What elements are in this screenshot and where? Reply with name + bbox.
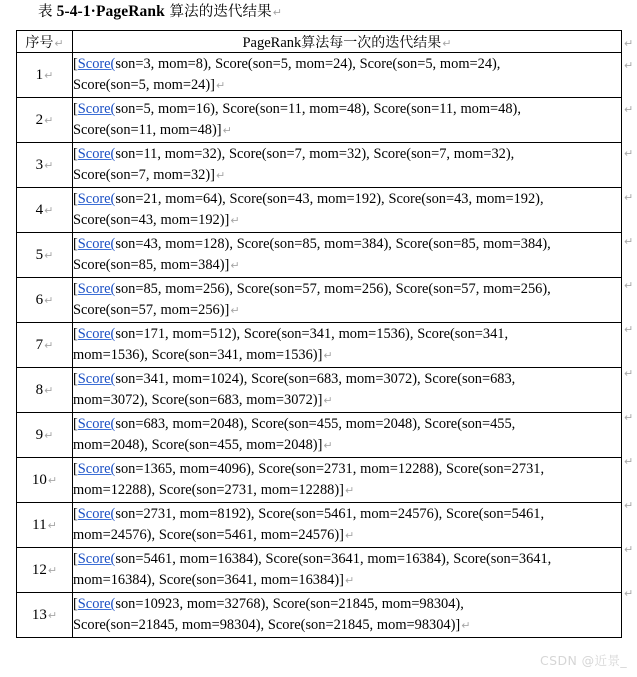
pilcrow-icon: ↵ bbox=[323, 439, 333, 452]
row-index-cell bbox=[17, 278, 73, 323]
bracket-open: [ bbox=[73, 191, 78, 207]
iteration-result-line-1 bbox=[73, 144, 621, 165]
pilcrow-icon: ↵ bbox=[47, 473, 58, 487]
iteration-result-line-2-text: mom=2048), Score(son=455, mom=2048)] bbox=[73, 437, 323, 453]
iteration-result-line-1 bbox=[73, 99, 621, 120]
table-row bbox=[17, 233, 622, 278]
table-header-row bbox=[17, 31, 622, 53]
iteration-result-line-2 bbox=[73, 75, 621, 96]
pilcrow-icon: ↵ bbox=[44, 428, 54, 442]
table-row bbox=[17, 98, 622, 143]
row-index-value: 3 bbox=[35, 156, 44, 173]
iteration-result-line-2 bbox=[73, 165, 621, 186]
row-index-value: 10 bbox=[31, 471, 47, 488]
iteration-result-line-2-text: Score(son=11, mom=48)] bbox=[73, 122, 222, 138]
iteration-result-line-2 bbox=[73, 525, 621, 546]
row-index-cell bbox=[17, 458, 73, 503]
table-row bbox=[17, 188, 622, 233]
pilcrow-icon: ↵ bbox=[323, 349, 333, 362]
iteration-result-line-1-text: son=21, mom=64), Score(son=43, mom=192), Score(son=43, mom=192), bbox=[115, 191, 544, 207]
iteration-result-line-2 bbox=[73, 120, 621, 141]
score-link[interactable]: Score( bbox=[77, 236, 116, 252]
iteration-result-cell bbox=[73, 548, 622, 593]
bracket-open: [ bbox=[73, 146, 78, 162]
row-index-value: 2 bbox=[35, 111, 44, 128]
row-index-value: 8 bbox=[35, 381, 44, 398]
iteration-result-line-2 bbox=[73, 345, 621, 366]
row-index-cell bbox=[17, 413, 73, 458]
row-index-cell bbox=[17, 98, 73, 143]
iteration-result-line-2-text: Score(son=21845, mom=98304), Score(son=21845, mom=98304)] bbox=[73, 617, 461, 633]
iteration-result-cell bbox=[73, 143, 622, 188]
iteration-result-line-2-text: Score(son=5, mom=24)] bbox=[73, 77, 215, 93]
pilcrow-icon: ↵ bbox=[44, 203, 54, 217]
column-header-iterations bbox=[73, 31, 622, 53]
table-row bbox=[17, 593, 622, 638]
bracket-open: [ bbox=[73, 416, 78, 432]
pagerank-results-table-wrapper bbox=[16, 30, 621, 638]
iteration-result-cell bbox=[73, 323, 622, 368]
table-row bbox=[17, 458, 622, 503]
table-row bbox=[17, 548, 622, 593]
iteration-result-line-2 bbox=[73, 210, 621, 231]
pilcrow-icon: ↵ bbox=[230, 259, 240, 272]
caption-prefix: 表 bbox=[38, 4, 53, 20]
iteration-result-line-2-text: mom=3072), Score(son=683, mom=3072)] bbox=[73, 392, 323, 408]
iteration-result-cell bbox=[73, 593, 622, 638]
iteration-result-cell bbox=[73, 503, 622, 548]
iteration-result-line-2 bbox=[73, 615, 621, 636]
score-link[interactable]: Score( bbox=[77, 326, 116, 342]
row-index-value: 6 bbox=[35, 291, 44, 308]
row-index-value: 12 bbox=[31, 561, 47, 578]
iteration-result-line-2-text: Score(son=57, mom=256)] bbox=[73, 302, 230, 318]
iteration-result-cell bbox=[73, 233, 622, 278]
row-index-value: 4 bbox=[35, 201, 44, 218]
iteration-result-line-1-text: son=1365, mom=4096), Score(son=2731, mom=12288), Score(son=2731, bbox=[115, 461, 545, 477]
bracket-open: [ bbox=[73, 551, 78, 567]
pilcrow-icon: ↵ bbox=[344, 529, 355, 542]
pilcrow-icon: ↵ bbox=[44, 383, 54, 397]
pilcrow-icon: ↵ bbox=[272, 6, 283, 19]
csdn-watermark: CSDN @近景_ bbox=[540, 653, 627, 668]
bracket-open: [ bbox=[73, 461, 78, 477]
iteration-result-line-1-text: son=2731, mom=8192), Score(son=5461, mom=24576), Score(son=5461, bbox=[115, 506, 545, 522]
bracket-open: [ bbox=[73, 281, 78, 297]
iteration-result-line-2 bbox=[73, 255, 621, 276]
iteration-result-line-2 bbox=[73, 435, 621, 456]
pagerank-results-table bbox=[16, 30, 622, 638]
iteration-result-cell bbox=[73, 188, 622, 233]
column-header-iterations-suffix: 算法每一次的迭代结果 bbox=[301, 34, 442, 51]
iteration-result-line-1-text: son=683, mom=2048), Score(son=455, mom=2048), Score(son=455, bbox=[115, 416, 516, 432]
iteration-result-line-2-text: Score(son=85, mom=384)] bbox=[73, 257, 230, 273]
pilcrow-icon: ↵ bbox=[461, 619, 471, 632]
caption-separator: · bbox=[90, 3, 96, 20]
score-link[interactable]: Score( bbox=[77, 596, 116, 612]
iteration-result-cell bbox=[73, 98, 622, 143]
pilcrow-icon: ↵ bbox=[44, 293, 54, 307]
iteration-result-line-2-text: mom=24576), Score(son=5461, mom=24576)] bbox=[73, 527, 344, 543]
row-index-cell bbox=[17, 143, 73, 188]
pilcrow-icon: ↵ bbox=[44, 158, 54, 172]
score-link[interactable]: Score( bbox=[77, 146, 116, 162]
score-link[interactable]: Score( bbox=[77, 101, 116, 117]
bracket-open: [ bbox=[73, 56, 78, 72]
pilcrow-icon: ↵ bbox=[47, 518, 57, 532]
score-link[interactable]: Score( bbox=[77, 461, 116, 477]
pilcrow-icon: ↵ bbox=[47, 563, 58, 577]
iteration-result-line-1 bbox=[73, 414, 621, 435]
iteration-result-line-1 bbox=[73, 369, 621, 390]
pilcrow-icon: ↵ bbox=[44, 338, 54, 352]
table-row bbox=[17, 278, 622, 323]
table-row bbox=[17, 143, 622, 188]
iteration-result-line-2-text: Score(son=7, mom=32)] bbox=[73, 167, 215, 183]
iteration-result-line-1-text: son=11, mom=32), Score(son=7, mom=32), Score(son=7, mom=32), bbox=[115, 146, 515, 162]
iteration-result-line-1 bbox=[73, 594, 621, 615]
iteration-result-line-1-text: son=171, mom=512), Score(son=341, mom=1536), Score(son=341, bbox=[115, 326, 509, 342]
table-row bbox=[17, 53, 622, 98]
table-row bbox=[17, 368, 622, 413]
iteration-result-line-2 bbox=[73, 390, 621, 411]
iteration-result-line-2 bbox=[73, 480, 621, 501]
iteration-result-line-1 bbox=[73, 324, 621, 345]
iteration-result-line-1-text: son=3, mom=8), Score(son=5, mom=24), Score(son=5, mom=24), bbox=[115, 56, 501, 72]
row-index-cell bbox=[17, 323, 73, 368]
table-row bbox=[17, 413, 622, 458]
table-row bbox=[17, 503, 622, 548]
iteration-result-line-1 bbox=[73, 234, 621, 255]
row-index-cell bbox=[17, 188, 73, 233]
iteration-result-line-2-text: Score(son=43, mom=192)] bbox=[73, 212, 230, 228]
iteration-result-line-2-text: mom=1536), Score(son=341, mom=1536)] bbox=[73, 347, 323, 363]
iteration-result-line-1 bbox=[73, 279, 621, 300]
iteration-result-line-2 bbox=[73, 300, 621, 321]
table-caption bbox=[38, 1, 282, 24]
iteration-result-line-1 bbox=[73, 549, 621, 570]
pilcrow-icon: ↵ bbox=[344, 484, 355, 497]
pilcrow-icon: ↵ bbox=[44, 113, 54, 127]
pilcrow-icon: ↵ bbox=[215, 169, 226, 182]
iteration-result-line-1 bbox=[73, 459, 621, 480]
bracket-open: [ bbox=[73, 326, 78, 342]
row-index-cell bbox=[17, 503, 73, 548]
row-index-cell bbox=[17, 233, 73, 278]
row-index-value: 11 bbox=[32, 516, 47, 533]
iteration-result-line-1 bbox=[73, 189, 621, 210]
iteration-result-cell bbox=[73, 458, 622, 503]
iteration-result-line-1-text: son=341, mom=1024), Score(son=683, mom=3072), Score(son=683, bbox=[115, 371, 516, 387]
bracket-open: [ bbox=[73, 506, 78, 522]
caption-algorithm-name: PageRank bbox=[95, 3, 165, 20]
iteration-result-line-1 bbox=[73, 54, 621, 75]
caption-number: 5-4-1 bbox=[56, 3, 91, 20]
bracket-open: [ bbox=[73, 596, 78, 612]
iteration-result-line-1-text: son=43, mom=128), Score(son=85, mom=384), Score(son=85, mom=384), bbox=[115, 236, 551, 252]
row-index-cell bbox=[17, 368, 73, 413]
pilcrow-icon: ↵ bbox=[47, 608, 58, 622]
iteration-result-cell bbox=[73, 413, 622, 458]
score-link[interactable]: Score( bbox=[77, 56, 116, 72]
table-body bbox=[17, 53, 622, 638]
row-index-value: 7 bbox=[35, 336, 44, 353]
pilcrow-icon: ↵ bbox=[442, 36, 452, 50]
row-index-value: 13 bbox=[31, 606, 47, 623]
row-index-cell bbox=[17, 593, 73, 638]
pilcrow-icon: ↵ bbox=[344, 574, 355, 587]
iteration-result-line-2 bbox=[73, 570, 621, 591]
bracket-open: [ bbox=[73, 236, 78, 252]
pilcrow-icon: ↵ bbox=[230, 214, 240, 227]
pilcrow-icon: ↵ bbox=[44, 248, 54, 262]
iteration-result-line-2-text: mom=16384), Score(son=3641, mom=16384)] bbox=[73, 572, 344, 588]
iteration-result-cell bbox=[73, 278, 622, 323]
iteration-result-line-1-text: son=10923, mom=32768), Score(son=21845, mom=98304), bbox=[115, 596, 464, 612]
pilcrow-icon: ↵ bbox=[230, 304, 240, 317]
score-link[interactable]: Score( bbox=[77, 416, 116, 432]
pilcrow-icon: ↵ bbox=[222, 124, 232, 137]
column-header-iterations-prefix: PageRank bbox=[242, 34, 302, 51]
bracket-open: [ bbox=[73, 371, 78, 387]
row-index-value: 9 bbox=[35, 426, 44, 443]
pilcrow-icon: ↵ bbox=[323, 394, 333, 407]
iteration-result-line-2-text: mom=12288), Score(son=2731, mom=12288)] bbox=[73, 482, 344, 498]
iteration-result-cell bbox=[73, 53, 622, 98]
row-index-value: 1 bbox=[35, 66, 44, 83]
score-link[interactable]: Score( bbox=[77, 551, 116, 567]
table-header bbox=[17, 31, 622, 53]
iteration-result-line-1 bbox=[73, 504, 621, 525]
pilcrow-icon: ↵ bbox=[54, 36, 64, 50]
iteration-result-line-1-text: son=85, mom=256), Score(son=57, mom=256), Score(son=57, mom=256), bbox=[115, 281, 551, 297]
score-link[interactable]: Score( bbox=[77, 191, 116, 207]
bracket-open: [ bbox=[73, 101, 78, 117]
column-header-index bbox=[17, 31, 73, 53]
iteration-result-line-1-text: son=5461, mom=16384), Score(son=3641, mom=16384), Score(son=3641, bbox=[115, 551, 552, 567]
pilcrow-icon: ↵ bbox=[44, 68, 54, 82]
row-index-value: 5 bbox=[35, 246, 44, 263]
row-index-cell bbox=[17, 53, 73, 98]
score-link[interactable]: Score( bbox=[77, 506, 116, 522]
column-header-index-label: 序号 bbox=[25, 34, 54, 51]
caption-suffix: 算法的迭代结果 bbox=[169, 4, 272, 20]
table-row bbox=[17, 323, 622, 368]
score-link[interactable]: Score( bbox=[77, 281, 116, 297]
iteration-result-cell bbox=[73, 368, 622, 413]
iteration-result-line-1-text: son=5, mom=16), Score(son=11, mom=48), Score(son=11, mom=48), bbox=[115, 101, 521, 117]
score-link[interactable]: Score( bbox=[77, 371, 116, 387]
row-index-cell bbox=[17, 548, 73, 593]
pilcrow-icon: ↵ bbox=[215, 79, 226, 92]
